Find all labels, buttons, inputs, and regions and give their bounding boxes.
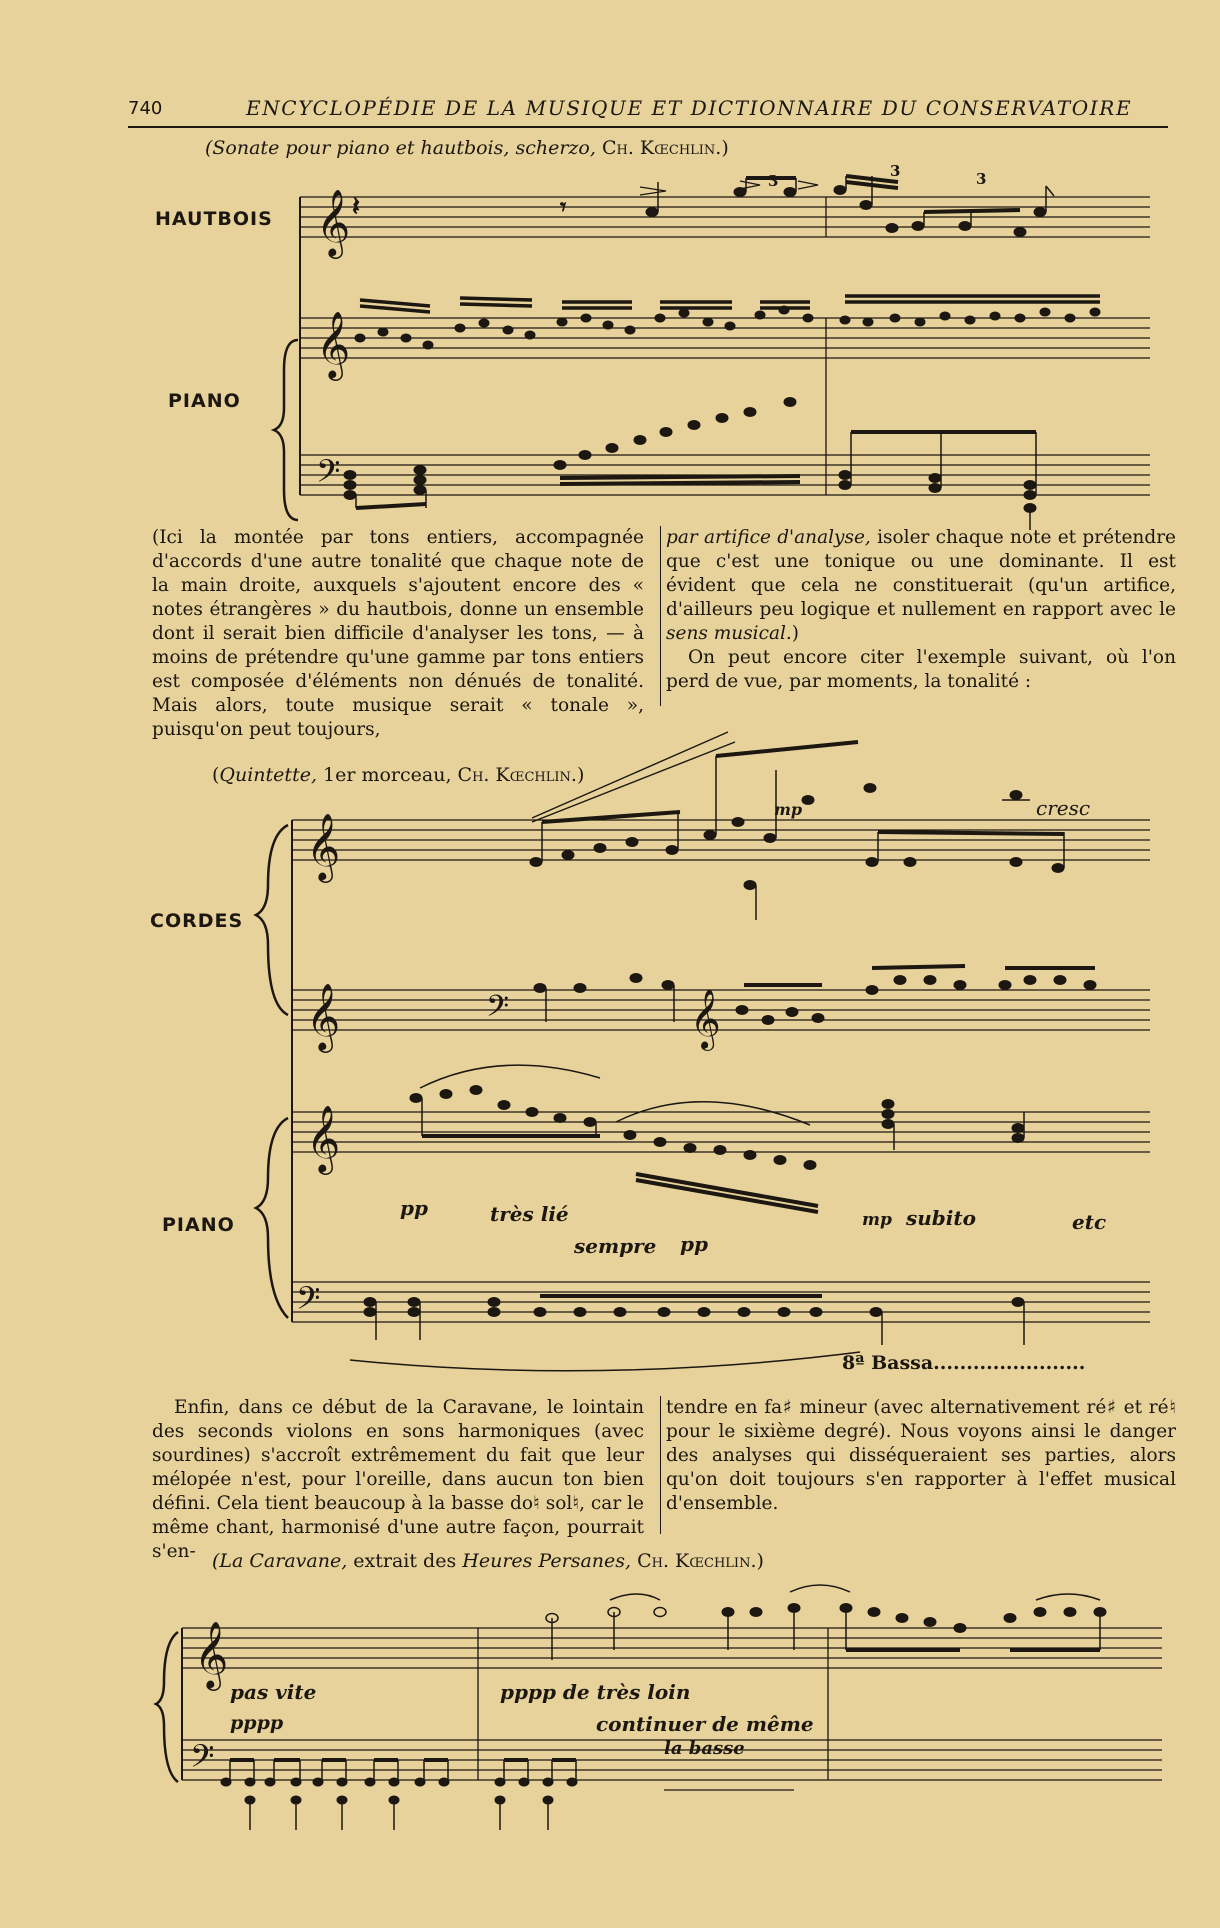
svg-text:𝄞: 𝄞 bbox=[316, 188, 351, 256]
dynamic-mp-2: mp bbox=[862, 1210, 892, 1230]
running-title: ENCYCLOPÉDIE DE LA MUSIQUE ET DICTIONNAIRE DU CONSERVATOIRE bbox=[246, 96, 1133, 120]
text-column-left-1: (Ici la montée par tons entiers, accompagnée d'accords d'une autre tonalité que chaque note de la main droite, auxquels s'ajoutent encore des « notes étrangères » du hautbois, donne un ensemble dont il serait bien difficile d'analyser les tons, — à moins de prétendre qu'une gamme par tons entiers est composée d'éléments non dénués de tonalité. Mais alors, toute musique serait « tonale », puisqu'on peut toujours, bbox=[152, 527, 644, 740]
text-column-right-1: par artifice d'analyse, isoler chaque note et prétendre que c'est une tonique ou une dominante. Il est évident que cela ne constituerait (qu'un artifice, d'ailleurs peu logique et nullement en rapport avec le sens musical.) On peut encore citer l'exemple suivant, où l'on perd de vue, par moments, la tonalité : bbox=[666, 527, 1176, 692]
svg-text:𝄽: 𝄽 bbox=[352, 192, 360, 222]
marking-pas-vite: pas vite bbox=[230, 1680, 317, 1704]
instrument-label-piano: PIANO bbox=[168, 390, 241, 412]
dynamic-pp-2: pp bbox=[680, 1232, 708, 1256]
dynamic-cresc: cresc bbox=[1036, 796, 1091, 820]
marking-pppp-de-tres-loin: pppp de très loin bbox=[500, 1680, 691, 1704]
svg-text:𝄢: 𝄢 bbox=[296, 1280, 321, 1324]
svg-text:𝄞: 𝄞 bbox=[690, 989, 721, 1049]
svg-text:3: 3 bbox=[976, 170, 987, 188]
dynamic-pp: pp bbox=[400, 1196, 428, 1220]
svg-text:𝄞: 𝄞 bbox=[306, 1104, 341, 1172]
svg-text:𝄾: 𝄾 bbox=[560, 192, 567, 221]
instrument-label-piano-2: PIANO bbox=[162, 1214, 235, 1236]
marking-tres-lie: très lié bbox=[490, 1202, 569, 1226]
instrument-label-hautbois: HAUTBOIS bbox=[155, 208, 273, 230]
svg-text:3: 3 bbox=[890, 162, 901, 180]
text-column-right-2: tendre en fa♯ mineur (avec alternativement ré♯ et ré♮ pour le sixième degré). Nous voyons ainsi le danger des analyses qui disséqueraient ses parties, alors qu'on doit toujours s'en rapporter à l'effet musical d'ensemble. bbox=[666, 1397, 1176, 1514]
example2-caption: (Quintette, 1er morceau, Ch. Kœchlin.) bbox=[212, 764, 585, 786]
marking-sempre: sempre bbox=[574, 1234, 657, 1258]
dynamic-mp: mp bbox=[774, 800, 803, 819]
svg-text:𝄢: 𝄢 bbox=[190, 1738, 215, 1782]
dynamic-pppp: pppp bbox=[230, 1712, 284, 1734]
marking-8va-bassa: 8ª Bassa....................... bbox=[842, 1352, 1086, 1374]
page-number: 740 bbox=[128, 98, 163, 119]
svg-text:𝄞: 𝄞 bbox=[316, 310, 351, 378]
svg-text:𝄞: 𝄞 bbox=[194, 1620, 229, 1688]
svg-text:𝄞: 𝄞 bbox=[306, 982, 341, 1050]
instrument-label-cordes: CORDES bbox=[150, 910, 244, 932]
marking-la-basse: la basse bbox=[664, 1738, 745, 1759]
example1-caption: (Sonate pour piano et hautbois, scherzo, Ch. Kœchlin.) bbox=[205, 137, 729, 159]
marking-continuer-de-meme: continuer de même bbox=[596, 1712, 814, 1736]
svg-text:𝄢: 𝄢 bbox=[486, 990, 510, 1031]
svg-text:𝄞: 𝄞 bbox=[306, 812, 341, 880]
text-column-left-2: Enfin, dans ce début de la Caravane, le lointain des seconds violons en sons harmoniques (avec sourdines) s'accroît extrêmement du fait que leur mélopée n'est, pour l'oreille, dans aucun ton bien défini. Cela tient beaucoup à la basse do♮ sol♮, car le même chant, harmonisé d'une autre façon, pourrait s'en- bbox=[152, 1397, 644, 1562]
svg-text:3: 3 bbox=[768, 172, 779, 190]
marking-etc: etc bbox=[1072, 1210, 1107, 1234]
svg-text:𝄢: 𝄢 bbox=[316, 453, 341, 497]
marking-subito: subito bbox=[906, 1206, 976, 1230]
example3-caption: (La Caravane, extrait des Heures Persanes, Ch. Kœchlin.) bbox=[212, 1550, 764, 1572]
